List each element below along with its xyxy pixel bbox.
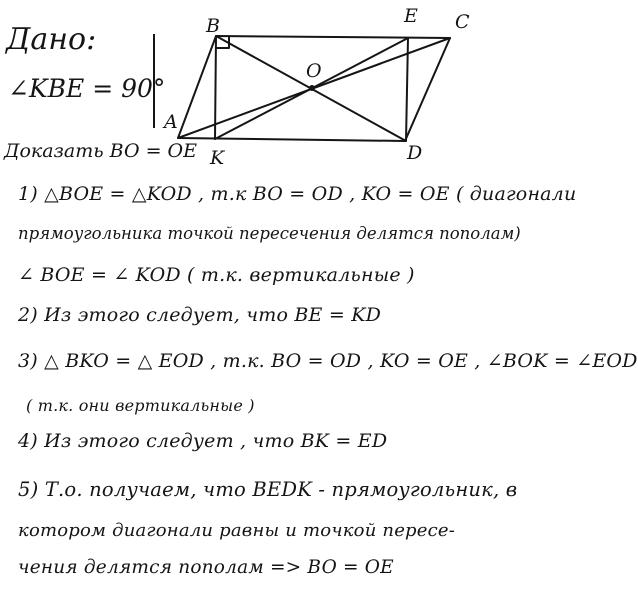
point-o [309, 85, 315, 91]
given-title: Дано: [6, 22, 97, 57]
solution-line-6: ( т.к. они вертикальные ) [26, 396, 255, 415]
solution-line-3: ∠ BOE = ∠ KOD ( т.к. вертикальные ) [18, 264, 415, 286]
label-e: E [404, 5, 418, 27]
solution-line-5: 3) △ BKO = △ EOD , т.к. BO = OD , KO = OE , ∠BOK = ∠EOD [18, 350, 638, 372]
solution-line-2: прямоугольника точкой пересечения делятся пополам) [18, 224, 521, 243]
label-k: K [210, 147, 225, 169]
solution-line-4: 2) Из этого следует, что BE = KD [18, 304, 382, 326]
prove-statement: Доказать BO = OE [4, 140, 197, 162]
solution-line-8: 5) Т.о. получаем, что BEDK - прямоугольник, в [18, 478, 518, 501]
solution-line-9: котором диагонали равны и точкой пересе- [18, 520, 456, 541]
given-condition: ∠KBE = 90° [8, 74, 166, 103]
solution-line-10: чения делятся пополам => BO = OE [18, 557, 394, 578]
label-a: A [164, 111, 178, 133]
label-o: O [306, 60, 322, 82]
label-b: B [206, 15, 220, 37]
solution-line-7: 4) Из этого следует , что BK = ED [18, 430, 388, 452]
label-c: C [455, 11, 470, 33]
solution-line-1: 1) △BOE = △KOD , т.к BO = OD , KO = OE ( диагонали [18, 183, 577, 205]
label-d: D [407, 142, 423, 164]
